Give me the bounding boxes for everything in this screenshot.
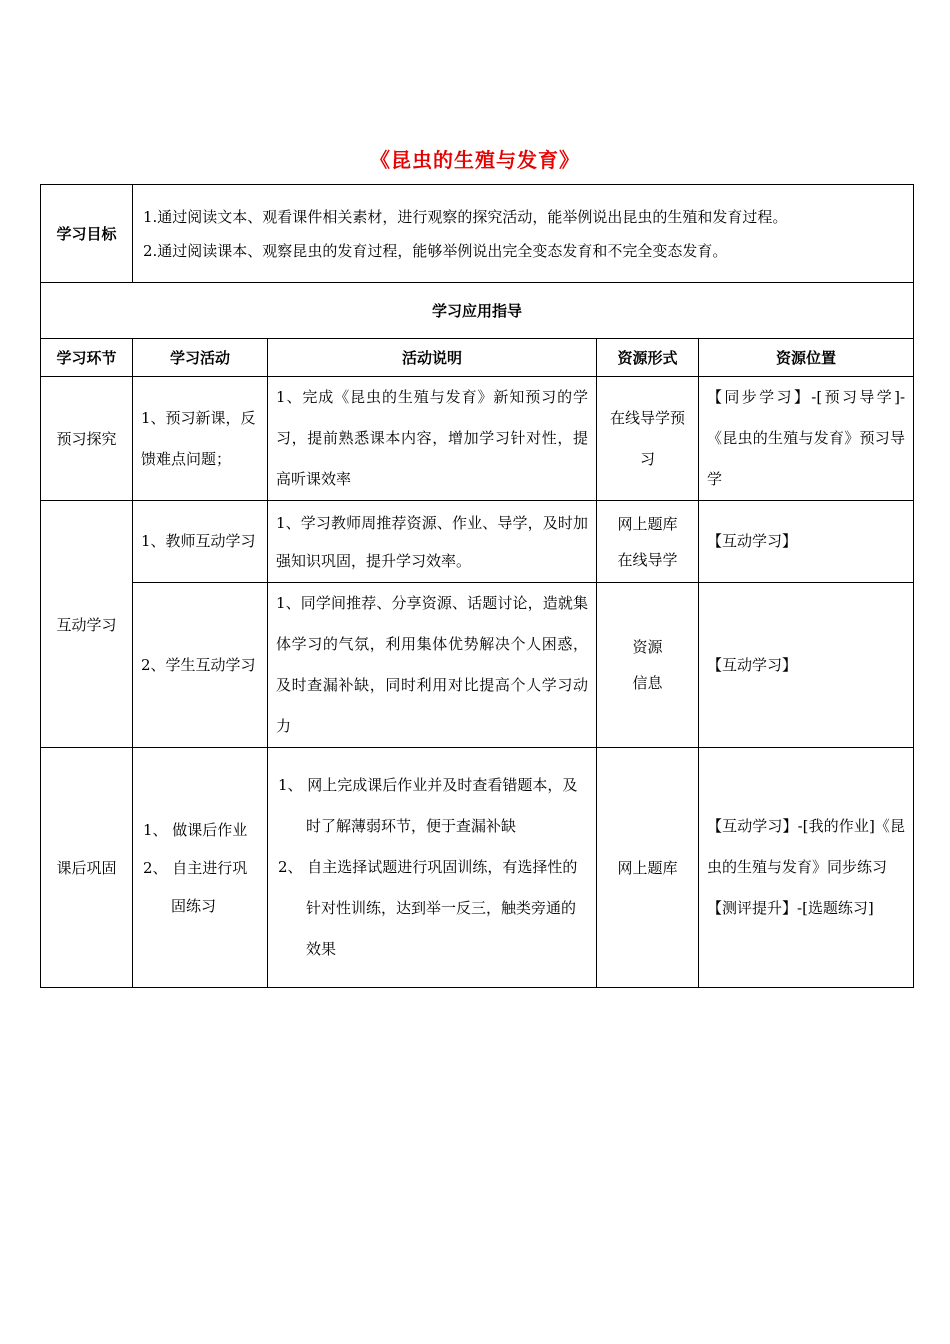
description-preview: 1、完成《昆虫的生殖与发育》新知预习的学习，提前熟悉课本内容，增加学习针对性，提高听课效率 (268, 377, 597, 501)
form-teacher-line-2: 在线导学 (617, 550, 678, 569)
form-student (597, 583, 699, 748)
activity-teacher: 1、教师互动学习 (133, 501, 268, 583)
activity-review-item-1: 1、 做课后作业 (143, 820, 248, 839)
goal-line-1: 1.通过阅读文本、观看课件相关素材，进行观察的探究活动，能举例说出昆虫的生殖和发育过程。 (143, 207, 788, 226)
column-header-description: 活动说明 (268, 339, 597, 377)
section-title-row (41, 283, 914, 339)
location-teacher: 【互动学习】 (699, 501, 914, 583)
column-header-location: 资源位置 (699, 339, 914, 377)
description-student: 1、同学间推荐、分享资源、话题讨论，造就集体学习的气氛，利用集体优势解决个人困惑，及时查漏补缺，同时利用对比提高个人学习动力 (268, 583, 597, 748)
goals-row (41, 185, 914, 283)
activity-preview: 1、预习新课，反馈难点问题； (133, 377, 268, 501)
column-header-activity: 学习活动 (133, 339, 268, 377)
goals-content (133, 185, 914, 283)
activity-review (133, 748, 268, 988)
activity-review-item-2: 2、 自主进行巩固练习 (143, 858, 248, 915)
column-header-stage: 学习环节 (41, 339, 133, 377)
section-title: 学习应用指导 (41, 283, 914, 339)
table-row-student (41, 583, 914, 748)
description-review (268, 748, 597, 988)
lesson-plan-table (40, 184, 914, 988)
location-review-line-2: 【测评提升】-[选题练习] (707, 899, 874, 917)
description-teacher: 1、学习教师周推荐资源、作业、导学，及时加强知识巩固，提升学习效率。 (268, 501, 597, 583)
goal-line-2: 2.通过阅读课本、观察昆虫的发育过程，能够举例说出完全变态发育和不完全变态发育。 (143, 241, 728, 260)
form-student-line-2: 信息 (632, 674, 663, 692)
stage-preview: 预习探究 (41, 377, 133, 501)
form-review: 网上题库 (597, 748, 699, 988)
form-teacher-line-1: 网上题库 (617, 514, 678, 533)
stage-interactive: 互动学习 (41, 501, 133, 748)
table-row-teacher (41, 501, 914, 583)
activity-student: 2、学生互动学习 (133, 583, 268, 748)
location-preview: 【同步学习】-[预习导学]- 《昆虫的生殖与发育》预习导学 (699, 377, 914, 501)
location-review-line-1: 【互动学习】-[我的作业]《昆虫的生殖与发育》同步练习 (707, 817, 906, 876)
location-student: 【互动学习】 (699, 583, 914, 748)
location-review (699, 748, 914, 988)
description-review-item-2: 2、 自主选择试题进行巩固训练，有选择性的针对性训练，达到举一反三，触类旁通的效果 (278, 858, 578, 958)
goals-label: 学习目标 (41, 185, 133, 283)
header-row (41, 339, 914, 377)
table-row-review (41, 748, 914, 988)
form-teacher (597, 501, 699, 583)
document-title: 《昆虫的生殖与发育》 (370, 148, 580, 172)
stage-review: 课后巩固 (41, 748, 133, 988)
form-student-line-1: 资源 (632, 638, 663, 656)
description-review-item-1: 1、 网上完成课后作业并及时查看错题本，及时了解薄弱环节，便于查漏补缺 (278, 776, 578, 835)
column-header-form: 资源形式 (597, 339, 699, 377)
table-row-preview (41, 377, 914, 501)
form-preview: 在线导学预习 (597, 377, 699, 501)
